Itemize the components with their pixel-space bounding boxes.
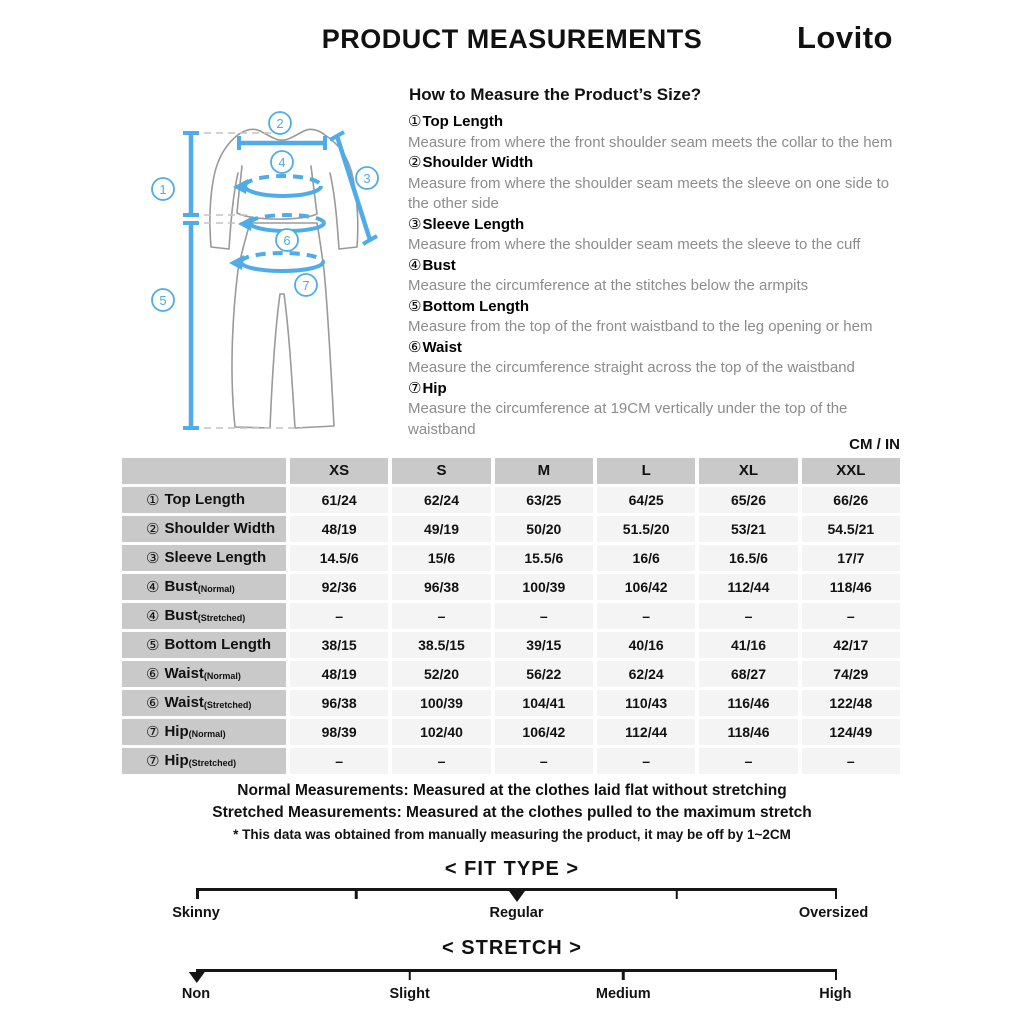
howto-item — [408, 215, 904, 256]
circled-number: ⑥ — [146, 694, 160, 712]
table-value-cell: 98/39 — [290, 719, 388, 745]
stretch-scale — [181, 969, 852, 1009]
table-value-cell: 48/19 — [290, 661, 388, 687]
row-label — [122, 516, 286, 542]
column-header: XL — [699, 458, 797, 484]
measure-term-label: Sleeve Length — [422, 215, 525, 233]
circled-number: ① — [408, 113, 422, 130]
circled-number: ④ — [408, 256, 422, 274]
table-value-cell: 96/38 — [392, 574, 490, 600]
stretch-label-slight: Slight — [389, 986, 430, 1002]
garment-diagram-svg — [130, 100, 410, 445]
measure-desc: Measure the circumference at the stitches below the armpits — [408, 277, 809, 294]
circled-number: ② — [146, 520, 160, 538]
table-value-cell: 68/27 — [699, 661, 797, 687]
row-label-text: Top Length — [164, 491, 245, 509]
table-value-cell: – — [495, 748, 593, 774]
table-corner-cell — [122, 458, 286, 484]
tick — [676, 890, 679, 899]
table-value-cell: – — [290, 748, 388, 774]
row-label — [122, 690, 286, 716]
table-value-cell: – — [597, 748, 695, 774]
circled-number: ⑤ — [146, 636, 160, 654]
row-label-sub: (Stretched) — [203, 699, 252, 710]
column-header: S — [392, 458, 490, 484]
table-value-cell: 110/43 — [597, 690, 695, 716]
measure-term-label: Bottom Length — [422, 297, 530, 315]
measure-term — [408, 215, 904, 236]
measure-desc: Measure from where the front shoulder seam meets the collar to the hem — [408, 133, 893, 151]
table-value-cell: 39/15 — [495, 632, 593, 658]
table-value-cell: 56/22 — [495, 661, 593, 687]
column-header: L — [597, 458, 695, 484]
table-value-cell: 48/19 — [290, 516, 388, 542]
note-disclaimer: * This data was obtained from manually measuring the product, it may be off by 1~2CM — [233, 827, 791, 842]
circled-number: ④ — [146, 578, 160, 596]
circled-number: ② — [408, 154, 422, 171]
note-normal: Normal Measurements: Measured at the clothes laid flat without stretching — [237, 782, 787, 799]
fit-type-marker — [509, 891, 525, 902]
marker-4: 4 — [278, 155, 286, 170]
table-value-cell: 66/26 — [802, 487, 900, 513]
table-value-cell: 49/19 — [392, 516, 490, 542]
table-value-cell: 52/20 — [392, 661, 490, 687]
circled-number: ⑥ — [408, 338, 422, 356]
table-value-cell: 17/7 — [802, 545, 900, 571]
table-value-cell: 50/20 — [495, 516, 593, 542]
table-value-cell: 63/25 — [495, 487, 593, 513]
table-value-cell: – — [802, 748, 900, 774]
table-value-cell: 62/24 — [392, 487, 490, 513]
table-value-cell: 118/46 — [699, 719, 797, 745]
table-value-cell: 38.5/15 — [392, 632, 490, 658]
marker-6: 6 — [283, 233, 291, 248]
table-value-cell: 112/44 — [597, 719, 695, 745]
column-header: XXL — [802, 458, 900, 484]
stretch-label-medium: Medium — [595, 986, 651, 1002]
table-value-cell: 96/38 — [290, 690, 388, 716]
tick — [408, 971, 411, 980]
table-value-cell: 74/29 — [802, 661, 900, 687]
table-value-cell: 14.5/6 — [290, 545, 388, 571]
hip-ellipse-bottom — [241, 262, 323, 271]
row-label-text: Sleeve Length — [164, 549, 267, 567]
table-value-cell: – — [699, 748, 797, 774]
table-value-cell: 100/39 — [392, 690, 490, 716]
measure-desc: Measure from the top of the front waistband to the leg opening or hem — [408, 318, 873, 335]
stretch-marker — [189, 972, 205, 983]
circled-number: ⑦ — [408, 379, 422, 397]
row-label — [122, 632, 286, 658]
marker-7: 7 — [302, 278, 310, 293]
bust-ellipse-bottom — [245, 186, 321, 196]
row-label-text: Bust — [164, 578, 198, 596]
howto-list — [408, 112, 904, 440]
circled-number: ③ — [146, 549, 160, 567]
tick — [196, 890, 199, 899]
measure-term-label: Bust — [422, 256, 456, 274]
tick — [355, 890, 358, 899]
marker-2: 2 — [276, 116, 284, 131]
table-value-cell: 102/40 — [392, 719, 490, 745]
table-value-cell: 40/16 — [597, 632, 695, 658]
howto-item — [408, 338, 904, 379]
row-label-text: Hip — [164, 752, 189, 770]
table-value-cell: – — [392, 748, 490, 774]
circled-number: ⑤ — [408, 297, 422, 315]
tick — [835, 890, 838, 899]
row-label-text: Bust — [164, 607, 198, 625]
row-label-text: Waist — [164, 665, 204, 683]
bust-ellipse-top — [245, 176, 321, 186]
table-value-cell: 65/26 — [699, 487, 797, 513]
row-label-sub: (Normal) — [188, 728, 226, 739]
measure-term — [408, 153, 904, 174]
table-value-cell: 106/42 — [495, 719, 593, 745]
page-title: PRODUCT MEASUREMENTS — [321, 24, 703, 54]
row-label-sub: (Normal) — [203, 670, 241, 681]
circled-number: ① — [146, 491, 160, 509]
table-value-cell: 41/16 — [699, 632, 797, 658]
circled-number: ④ — [146, 607, 160, 625]
circled-number: ⑦ — [146, 752, 160, 770]
howto-item — [408, 153, 904, 215]
hip-ellipse-top — [241, 253, 323, 262]
table-value-cell: 100/39 — [495, 574, 593, 600]
measurement-lines — [183, 132, 377, 428]
measure-term-label: Hip — [422, 379, 447, 397]
brand-logo: Lovito — [797, 20, 893, 55]
fit-label-oversized: Oversized — [798, 905, 869, 921]
table-value-cell: 104/41 — [495, 690, 593, 716]
measure-desc: Measure from where the shoulder seam meets the sleeve on one side to the other side — [408, 174, 890, 212]
stretch-axis — [196, 969, 837, 972]
table-value-cell: 42/17 — [802, 632, 900, 658]
size-table — [122, 458, 900, 774]
measure-term — [408, 256, 904, 277]
fit-type-scale — [172, 888, 869, 928]
row-label-sub: (Stretched) — [197, 612, 246, 623]
table-value-cell: 64/25 — [597, 487, 695, 513]
table-value-cell: 122/48 — [802, 690, 900, 716]
row-label — [122, 661, 286, 687]
stretch-label-non: Non — [181, 986, 211, 1002]
column-header: XS — [290, 458, 388, 484]
notes — [0, 780, 1024, 846]
measure-term-label: Top Length — [422, 113, 503, 130]
table-value-cell: 92/36 — [290, 574, 388, 600]
table-value-cell: – — [290, 603, 388, 629]
circled-number: ⑥ — [146, 665, 160, 683]
marker-1: 1 — [159, 182, 167, 197]
row-label-sub: (Stretched) — [188, 757, 237, 768]
table-value-cell: 51.5/20 — [597, 516, 695, 542]
row-label — [122, 719, 286, 745]
table-value-cell: 62/24 — [597, 661, 695, 687]
fit-type-title: < FIT TYPE > — [444, 858, 580, 880]
table-value-cell: 53/21 — [699, 516, 797, 542]
table-value-cell: – — [597, 603, 695, 629]
measure-term — [408, 379, 904, 400]
table-value-cell: 16.5/6 — [699, 545, 797, 571]
stretch-title: < STRETCH > — [442, 937, 582, 959]
row-label-text: Shoulder Width — [164, 520, 276, 538]
garment-diagram — [130, 100, 410, 445]
fit-label-regular: Regular — [489, 905, 544, 921]
stretch-label-high: High — [819, 986, 852, 1002]
table-value-cell: – — [392, 603, 490, 629]
table-value-cell: 106/42 — [597, 574, 695, 600]
table-value-cell: 116/46 — [699, 690, 797, 716]
table-value-cell: 16/6 — [597, 545, 695, 571]
howto-item — [408, 379, 904, 441]
row-label-text: Waist — [164, 694, 204, 712]
row-label — [122, 748, 286, 774]
table-value-cell: 124/49 — [802, 719, 900, 745]
measure-term-label: Waist — [422, 338, 462, 356]
howto-heading: How to Measure the Product’s Size? — [409, 85, 702, 104]
howto-item — [408, 112, 904, 153]
measure-desc: Measure the circumference straight across the top of the waistband — [408, 359, 855, 376]
table-value-cell: 15.5/6 — [495, 545, 593, 571]
measure-term — [408, 112, 904, 133]
table-value-cell: 112/44 — [699, 574, 797, 600]
table-value-cell: 61/24 — [290, 487, 388, 513]
howto-item — [408, 297, 904, 338]
row-label — [122, 574, 286, 600]
marker-5: 5 — [159, 293, 167, 308]
note-stretched: Stretched Measurements: Measured at the clothes pulled to the maximum stretch — [212, 804, 812, 821]
row-label — [122, 603, 286, 629]
howto-item — [408, 256, 904, 297]
circled-number: ③ — [408, 215, 422, 233]
circled-number: ⑦ — [146, 723, 160, 741]
row-label — [122, 545, 286, 571]
marker-3: 3 — [363, 171, 371, 186]
table-value-cell: – — [802, 603, 900, 629]
table-value-cell: 118/46 — [802, 574, 900, 600]
fit-label-skinny: Skinny — [172, 905, 220, 921]
measure-desc: Measure the circumference at 19CM vertically under the top of the waistband — [408, 400, 848, 438]
row-label-sub: (Normal) — [197, 583, 235, 594]
column-header: M — [495, 458, 593, 484]
measure-desc: Measure from where the shoulder seam meets the sleeve to the cuff — [408, 236, 861, 253]
measure-term — [408, 297, 904, 318]
table-value-cell: 54.5/21 — [802, 516, 900, 542]
tick — [622, 971, 625, 980]
row-label-text: Bottom Length — [164, 636, 272, 654]
table-value-cell: – — [495, 603, 593, 629]
measure-term — [408, 338, 904, 359]
row-label-text: Hip — [164, 723, 189, 741]
row-label — [122, 487, 286, 513]
measure-term-label: Shoulder Width — [422, 154, 534, 171]
table-value-cell: 15/6 — [392, 545, 490, 571]
table-value-cell: – — [699, 603, 797, 629]
tick — [835, 971, 838, 980]
table-value-cell: 38/15 — [290, 632, 388, 658]
unit-label: CM / IN — [849, 436, 900, 453]
